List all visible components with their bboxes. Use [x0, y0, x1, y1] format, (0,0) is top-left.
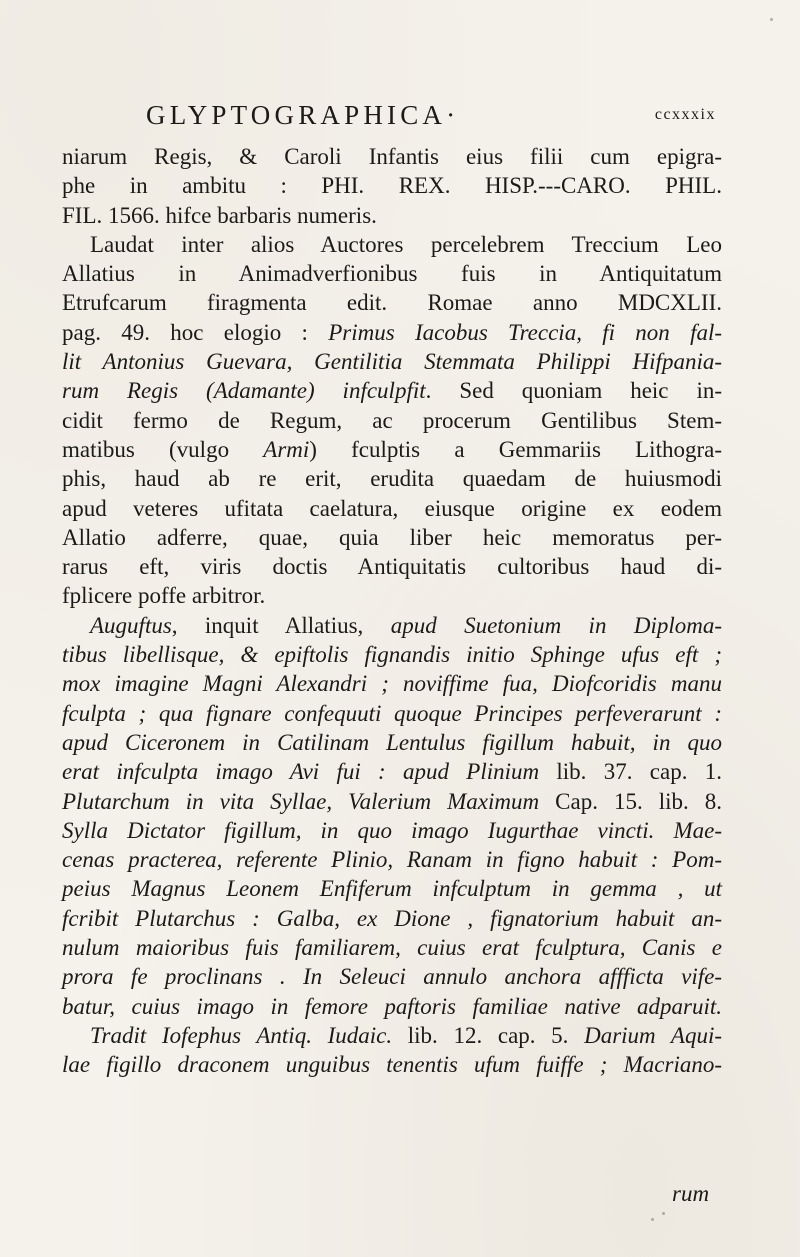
italic-text: batur, cuius imago in femore paftoris familiae native adparuit. — [62, 993, 722, 1019]
text-line — [62, 669, 722, 698]
text-line — [62, 494, 722, 523]
roman-text: pag. 49. hoc elogio : — [62, 319, 329, 345]
italic-text: Sylla Dictator figillum, in quo imago Iugurthae vincti. Mae- — [62, 817, 722, 843]
text-line — [62, 230, 722, 259]
italic-text: nulum maioribus fuis familiarem, cuius erat fculptura, Canis e — [62, 935, 722, 961]
text-line — [62, 523, 722, 552]
italic-text: mox imagine Magni Alexandri ; noviffime fua, Diofcoridis manu — [62, 671, 722, 697]
italic-text: cenas practerea, referente Plinio, Ranam in figno habuit : Pom- — [62, 847, 722, 873]
italic-text: apud Ciceronem in Catilinam Lentulus figillum habuit, in quo — [62, 729, 722, 755]
italic-text: erat infculpta imago Avi fui : apud Plinium — [62, 759, 557, 785]
text-line — [62, 611, 722, 640]
catchword: rum — [672, 1181, 710, 1206]
text-line — [62, 787, 722, 816]
italic-text: Plutarchum in vita Syllae, Valerium Maximum — [62, 788, 556, 814]
page-number: ccxxxix — [654, 106, 716, 123]
italic-text: rum Regis (Adamante) infculpfit — [62, 378, 426, 404]
roman-text: phe in ambitu : PHI. REX. HISP.---CARO. PHIL. — [62, 173, 722, 199]
text-line — [62, 1050, 722, 1079]
italic-text: Tradit Iofephus Antiq. Iudaic. — [90, 1022, 408, 1048]
text-line — [62, 992, 722, 1021]
text-line — [62, 728, 722, 757]
text-line — [62, 406, 722, 435]
roman-text: Allatio adferre, quae, quia liber heic memoratus per- — [62, 524, 722, 550]
italic-text: peius Magnus Leonem Enfiferum infculptum in gemma , ut — [62, 876, 722, 902]
roman-text: lib. 12. cap. 5. — [407, 1022, 585, 1048]
text-line — [62, 962, 722, 991]
text-line — [62, 171, 722, 200]
roman-text: apud veteres ufitata caelatura, eiusque origine ex eodem — [62, 495, 722, 521]
paper-speck — [662, 1212, 665, 1215]
text-line — [62, 845, 722, 874]
text-line — [62, 933, 722, 962]
text-line — [62, 640, 722, 669]
roman-text: Laudat inter alios Auctores percelebrem Treccium Leo — [90, 231, 722, 257]
roman-text: lib. 37. cap. 1. — [556, 759, 722, 785]
text-line — [62, 464, 722, 493]
roman-text: Allatius in Animadverfionibus fuis in Antiquitatum — [62, 261, 722, 287]
text-line — [62, 552, 722, 581]
text-line — [62, 816, 722, 845]
italic-text: Auguftus — [90, 612, 172, 638]
text-line — [62, 201, 722, 230]
roman-text: cidit fermo de Regum, ac procerum Gentilibus Stem- — [62, 407, 722, 433]
roman-text: ) fculptis a Gemmariis Lithogra- — [309, 436, 722, 462]
italic-text: lit Antonius Guevara, Gentilitia Stemmata Philippi Hifpania- — [62, 349, 722, 375]
text-line — [62, 435, 722, 464]
paper-speck — [651, 1218, 654, 1221]
text-line — [62, 757, 722, 786]
text-line — [62, 318, 722, 347]
text-line — [62, 142, 722, 171]
roman-text: niarum Regis, & Caroli Infantis eius filii cum epigra- — [62, 144, 722, 169]
body-text — [62, 142, 722, 1080]
text-line — [62, 347, 722, 376]
running-title: GLYPTOGRAPHICA· — [146, 100, 460, 130]
roman-text: , inquit Allatius, — [171, 612, 391, 638]
italic-text: lae figillo draconem unguibus tenentis ufum fuiffe ; Macriano- — [62, 1052, 722, 1078]
italic-text: prora fe proclinans . In Seleuci annulo anchora affficta vife- — [62, 964, 722, 990]
text-line — [62, 259, 722, 288]
roman-text: Cap. 15. lib. 8. — [555, 788, 722, 814]
italic-text: fculpta ; qua fignare confequuti quoque Principes perfeverarunt : — [62, 700, 722, 726]
roman-text: FIL. 1566. hifce barbaris numeris. — [62, 202, 377, 228]
text-line — [62, 1021, 722, 1050]
text-line — [62, 376, 722, 405]
roman-text: . Sed quoniam heic in- — [425, 378, 722, 404]
text-line — [62, 699, 722, 728]
italic-text: apud Suetonium in Diploma- — [390, 612, 722, 638]
roman-text: Etrufcarum firagmenta edit. Romae anno MDCXLII. — [62, 290, 722, 316]
paper-speck — [770, 18, 773, 21]
text-line — [62, 874, 722, 903]
italic-text: Darium Aqui- — [584, 1022, 722, 1048]
roman-text: fplicere poffe arbitror. — [62, 583, 266, 609]
running-head — [146, 100, 716, 136]
italic-text: fcribit Plutarchus : Galba, ex Dione , fignatorium habuit an- — [62, 905, 722, 931]
text-line — [62, 288, 722, 317]
text-line — [62, 904, 722, 933]
roman-text: matibus (vulgo — [62, 436, 264, 462]
roman-text: phis, haud ab re erit, erudita quaedam de huiusmodi — [62, 466, 722, 492]
italic-text: Primus Iacobus Treccia, fi non fal- — [328, 319, 723, 345]
italic-text: Armi — [263, 436, 310, 462]
text-line — [62, 581, 722, 610]
roman-text: rarus eft, viris doctis Antiquitatis cultoribus haud di- — [62, 554, 722, 580]
italic-text: tibus libellisque, & epiftolis fignandis initio Sphinge ufus eft ; — [62, 642, 722, 668]
